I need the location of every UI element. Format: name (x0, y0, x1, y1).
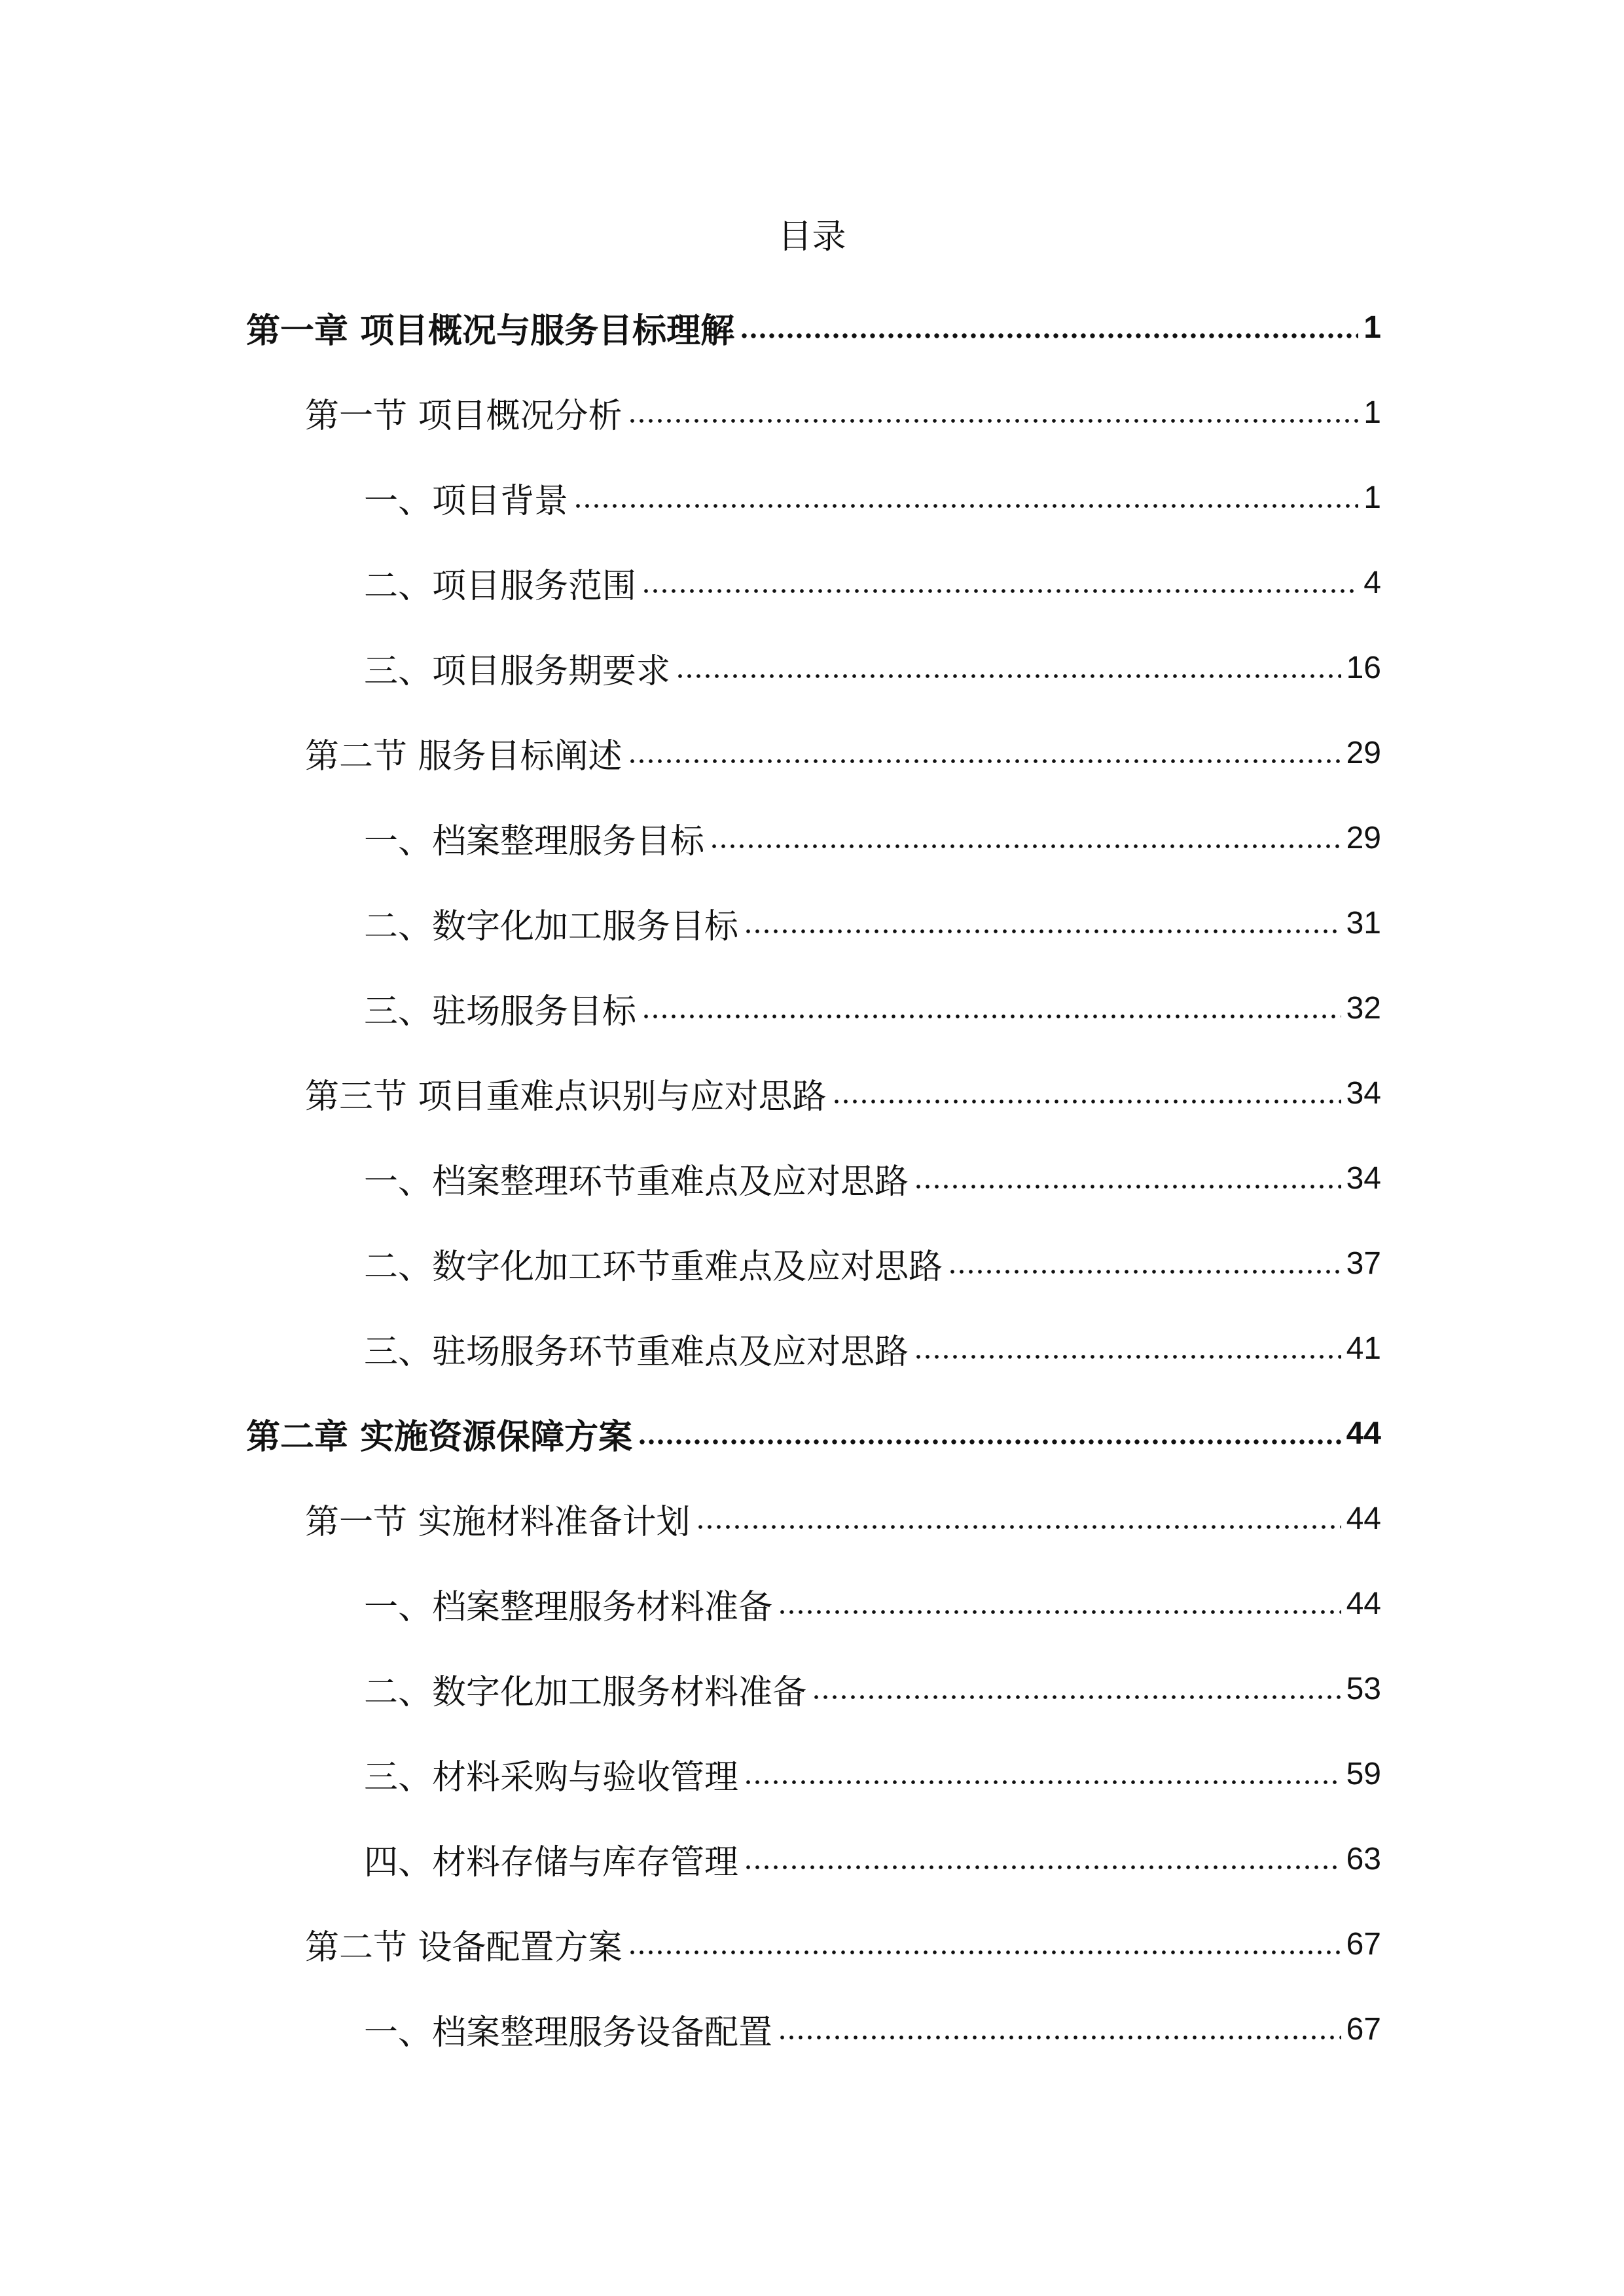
toc-entry-page-number: 44 (1346, 1586, 1381, 1621)
toc-entry-page-number: 67 (1346, 1926, 1381, 1962)
toc-dot-leader (641, 1013, 1341, 1020)
toc-entry-label: 第一章 项目概况与服务目标理解 (246, 310, 735, 351)
toc-dot-leader (676, 673, 1341, 679)
toc-dot-leader (710, 843, 1341, 850)
toc-entry-page-number: 67 (1346, 2011, 1381, 2047)
toc-entry-page-number: 1 (1363, 480, 1381, 515)
toc-entry-page-number: 34 (1346, 1160, 1381, 1196)
toc-entry-page-number: 59 (1346, 1756, 1381, 1791)
toc-entry-label: 二、数字化加工服务材料准备 (364, 1672, 807, 1712)
toc-dot-leader (778, 1609, 1341, 1615)
toc-entry-page-number: 53 (1346, 1671, 1381, 1706)
toc-entry-label: 三、驻场服务目标 (364, 992, 637, 1031)
toc-entry-label: 四、材料存储与库存管理 (364, 1842, 739, 1882)
toc-entry[interactable] (364, 1656, 1381, 1721)
toc-entry-label: 一、档案整理服务目标 (364, 821, 705, 861)
toc-entry-page-number: 1 (1363, 310, 1381, 345)
toc-entry-label: 一、档案整理服务设备配置 (364, 2013, 773, 2053)
toc-dot-leader (812, 1694, 1341, 1700)
toc-entry[interactable] (364, 465, 1381, 530)
toc-entry[interactable] (305, 1060, 1381, 1126)
toc-entry-page-number: 29 (1346, 820, 1381, 855)
toc-entry[interactable] (364, 975, 1381, 1041)
toc-dot-leader (744, 1779, 1341, 1785)
toc-entry[interactable] (364, 1316, 1381, 1381)
toc-entry-label: 一、档案整理服务材料准备 (364, 1587, 773, 1627)
toc-entry-label: 三、驻场服务环节重难点及应对思路 (364, 1332, 909, 1372)
toc-entry-label: 第二章 实施资源保障方案 (246, 1416, 633, 1457)
toc-entry[interactable] (364, 1230, 1381, 1296)
toc-dot-leader (832, 1098, 1341, 1105)
toc-entry[interactable] (305, 1486, 1381, 1551)
toc-entry[interactable] (364, 805, 1381, 870)
toc-entry[interactable] (305, 380, 1381, 445)
toc-entry[interactable] (246, 1401, 1381, 1466)
toc-entry-label: 二、数字化加工环节重难点及应对思路 (364, 1247, 943, 1287)
toc-entry-label: 三、项目服务期要求 (364, 651, 671, 691)
toc-entry[interactable] (305, 720, 1381, 785)
toc-entry-page-number: 34 (1346, 1075, 1381, 1111)
toc-entry-page-number: 16 (1346, 650, 1381, 685)
toc-entry-page-number: 1 (1363, 395, 1381, 430)
toc-entry-label: 二、数字化加工服务目标 (364, 906, 739, 946)
toc-dot-leader (914, 1354, 1341, 1360)
toc-entry-page-number: 31 (1346, 905, 1381, 941)
toc-entry-label: 第三节 项目重难点识别与应对思路 (305, 1077, 827, 1117)
toc-entry-page-number: 63 (1346, 1841, 1381, 1876)
toc-dot-leader (744, 928, 1341, 935)
toc-entry[interactable] (364, 1571, 1381, 1636)
toc-entry[interactable] (305, 1911, 1381, 1977)
toc-entry-label: 第二节 设备配置方案 (305, 1928, 623, 1967)
toc-entry-label: 第一节 项目概况分析 (305, 396, 623, 436)
toc-entry[interactable] (246, 295, 1381, 360)
toc-dot-leader (914, 1183, 1341, 1190)
toc-entry-page-number: 44 (1346, 1416, 1381, 1451)
toc-dot-leader (628, 418, 1359, 424)
toc-entry[interactable] (364, 635, 1381, 700)
toc-entry-label: 第一节 实施材料准备计划 (305, 1502, 691, 1542)
toc-entry-label: 一、档案整理环节重难点及应对思路 (364, 1162, 909, 1202)
toc-dot-leader (778, 2034, 1341, 2041)
toc-title: 目录 (778, 217, 846, 257)
toc-entry[interactable] (364, 1996, 1381, 2062)
toc-dot-leader (628, 758, 1341, 764)
toc-entry-page-number: 37 (1346, 1246, 1381, 1281)
toc-dot-leader (638, 1439, 1341, 1445)
toc-entry-page-number: 29 (1346, 735, 1381, 770)
toc-entry-label: 一、项目背景 (364, 481, 569, 521)
toc-dot-leader (744, 1864, 1341, 1871)
toc-entry[interactable] (364, 1826, 1381, 1892)
toc-entry[interactable] (364, 890, 1381, 956)
toc-entry-page-number: 44 (1346, 1501, 1381, 1536)
toc-dot-leader (740, 332, 1358, 339)
toc-entry-label: 二、项目服务范围 (364, 566, 637, 606)
toc-dot-leader (948, 1268, 1341, 1275)
toc-entry-label: 三、材料采购与验收管理 (364, 1757, 739, 1797)
toc-dot-leader (573, 503, 1358, 509)
toc-entry-page-number: 32 (1346, 990, 1381, 1026)
toc-dot-leader (641, 588, 1358, 594)
toc-entry[interactable] (364, 1741, 1381, 1806)
toc-dot-leader (628, 1949, 1341, 1956)
toc-entry-label: 第二节 服务目标阐述 (305, 736, 623, 776)
toc-entry-page-number: 4 (1363, 565, 1381, 600)
toc-dot-leader (696, 1524, 1341, 1530)
toc-entry-page-number: 41 (1346, 1331, 1381, 1366)
toc-entry[interactable] (364, 550, 1381, 615)
toc-entry[interactable] (364, 1145, 1381, 1211)
